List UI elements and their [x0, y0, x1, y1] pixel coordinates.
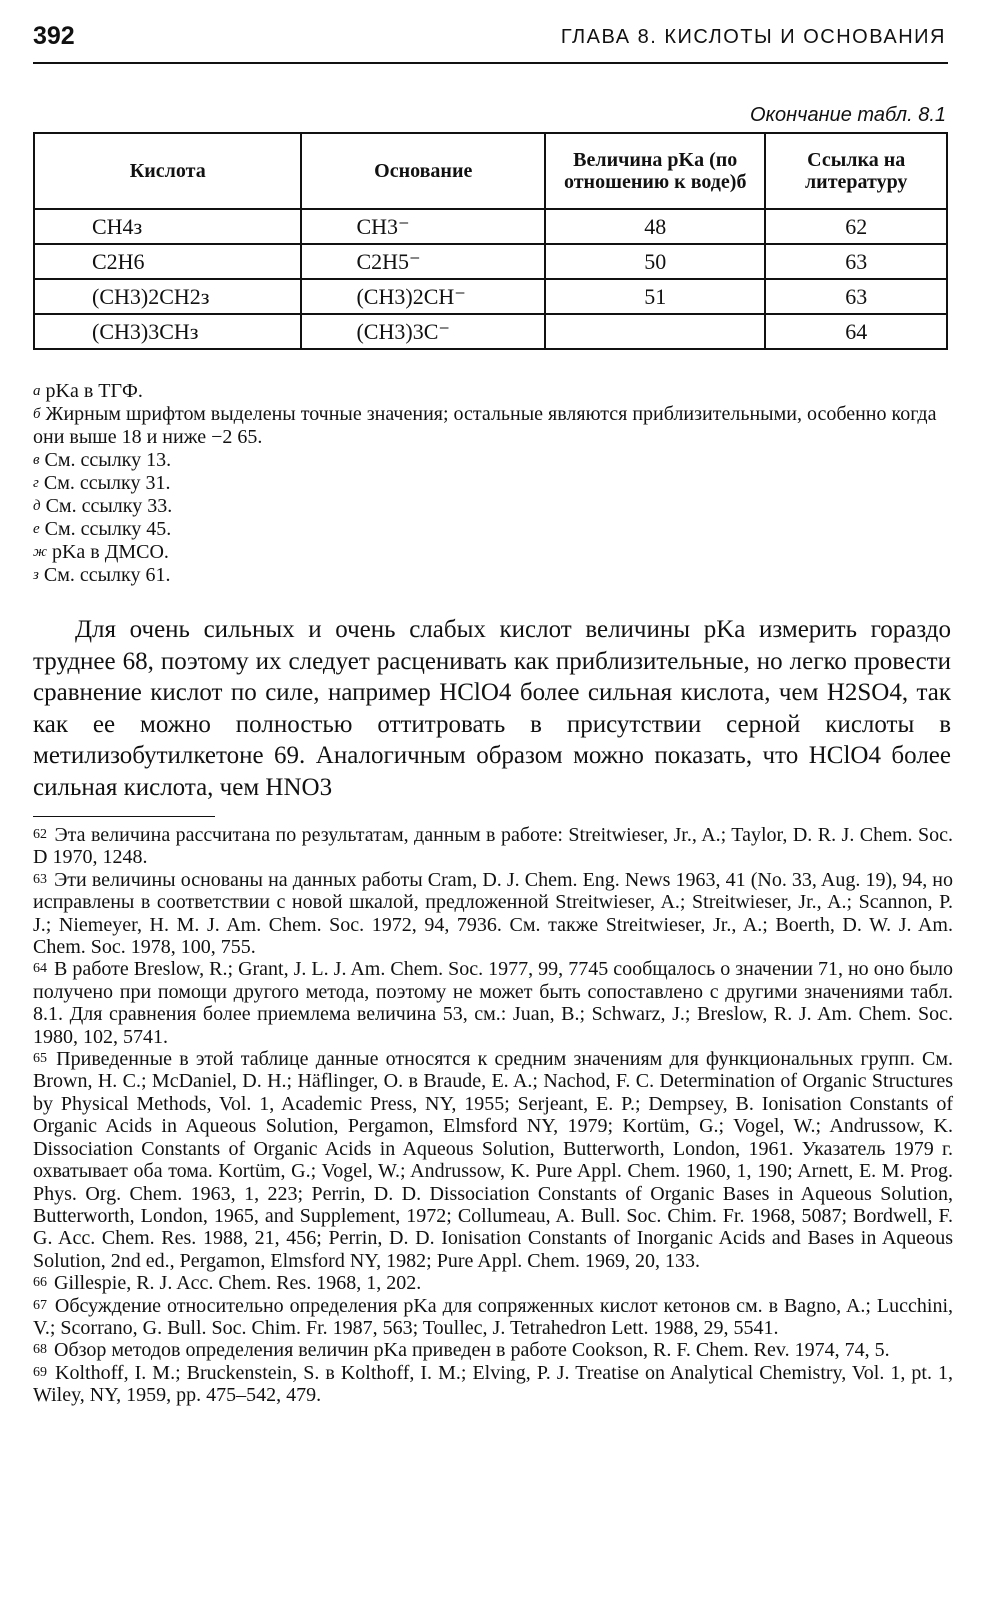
note-text: См. ссылку 31. — [43, 472, 171, 494]
footnote-number: 62 — [33, 827, 47, 842]
pka-cell — [545, 314, 765, 349]
note-mark: д — [33, 498, 41, 514]
base-cell: (CH3)2CH⁻ — [301, 279, 545, 314]
footnote-number: 68 — [33, 1342, 47, 1358]
note-mark: б — [33, 406, 41, 422]
note-mark: з — [33, 567, 39, 583]
column-header-reference: Ссылка на литературу — [765, 133, 947, 209]
note-text: pKa в ДМСО. — [51, 541, 169, 563]
reference-cell: 63 — [765, 244, 947, 279]
note-text: pKa в ТГФ. — [45, 380, 143, 402]
footnote-number: 64 — [33, 961, 47, 977]
note-mark: г — [33, 475, 39, 491]
note-text: Жирным шрифтом выделены точные значения; остальные являются приблизительными, особенно когда они выше 18 и ниже −2 65. — [33, 403, 937, 448]
footnote — [33, 1362, 953, 1407]
footnote — [33, 824, 953, 869]
note-mark: е — [33, 521, 40, 537]
footnote-text: В работе Breslow, R.; Grant, J. L. J. Am. Chem. Soc. 1977, 99, 7745 сообщалось о значении 71, но оно было получено при помощи другого метода, поэтому не может быть сопоставлено с другими значениями табл. 8.1. Для сравнения более приемлема величина 53, см.: Juan, B.; Schwarz, J.; Breslow, R. J. Am. Chem. Soc. 1980, 102, 5741. — [33, 958, 953, 1048]
pka-cell: 48 — [545, 209, 765, 244]
acid-cell: CH4з — [34, 209, 301, 244]
column-header-acid: Кислота — [34, 133, 301, 209]
footnote-rule — [33, 816, 215, 817]
footnote — [33, 869, 953, 959]
footnote-number: 65 — [33, 1051, 47, 1067]
table-note — [33, 449, 953, 472]
running-head: ГЛАВА 8. КИСЛОТЫ И ОСНОВАНИЯ — [560, 26, 946, 48]
footnote-number: 66 — [33, 1275, 47, 1291]
body-paragraph: Для очень сильных и очень слабых кислот величины pKa измерить гораздо труднее 68, поэтому их следует расценивать как приблизительные, но легко провести сравнение кислот по силе, например HClO4 более сильная кислота, чем H2SO4, так как ее можно полностью оттитровать в присутствии серной кислоты в метилизобутилкетоне 69. Аналогичным образом можно показать, что HClO4 более сильная кислота, чем HNO3 — [33, 616, 951, 801]
footnote-text: Обсуждение относительно определения pKa для сопряженных кислот кетонов см. в Bagno, A.; Lucchini, V.; Scorrano, G. Bull. Soc. Chim. Fr. 1987, 563; Toullec, J. Tetrahedron Lett. 1988, 29, 5541. — [33, 1294, 953, 1339]
page-number: 392 — [33, 22, 75, 50]
table-note — [33, 380, 953, 403]
note-text: См. ссылку 13. — [44, 449, 172, 471]
footnote — [33, 1272, 953, 1294]
footnote — [33, 1048, 953, 1272]
pka-cell: 51 — [545, 279, 765, 314]
footnotes — [33, 824, 953, 1407]
table-note — [33, 472, 953, 495]
footnote-number: 63 — [33, 871, 47, 887]
table-notes — [33, 380, 953, 587]
note-text: См. ссылку 45. — [44, 518, 172, 540]
base-cell: C2H5⁻ — [301, 244, 545, 279]
pka-cell: 50 — [545, 244, 765, 279]
note-mark: в — [33, 452, 40, 468]
footnote-number: 67 — [33, 1297, 47, 1313]
footnote-text: Kolthoff, I. M.; Bruckenstein, S. в Kolthoff, I. M.; Elving, P. J. Treatise on Analytical Chemistry, Vol. 1, pt. 1, Wiley, NY, 1959, pp. 475–542, 479. — [33, 1361, 954, 1407]
note-mark: ж — [33, 544, 47, 560]
base-cell: CH3⁻ — [301, 209, 545, 244]
note-text: См. ссылку 33. — [45, 495, 173, 517]
footnote-text: Gillespie, R. J. Acc. Chem. Res. 1968, 1, 202. — [54, 1272, 422, 1295]
table-note — [33, 518, 953, 541]
footnote-number: 69 — [33, 1364, 47, 1380]
column-header-pka: Величина pKa (по отношению к воде)б — [545, 133, 765, 209]
reference-cell: 62 — [765, 209, 947, 244]
table-caption: Окончание табл. 8.1 — [750, 104, 946, 126]
table-note — [33, 403, 953, 449]
acid-cell: (CH3)3CHз — [34, 314, 301, 349]
base-cell: (CH3)3C⁻ — [301, 314, 545, 349]
reference-cell: 63 — [765, 279, 947, 314]
table-row — [34, 314, 947, 349]
table-row — [34, 279, 947, 314]
footnote — [33, 1339, 953, 1361]
footnote — [33, 958, 953, 1048]
header-rule — [33, 62, 948, 64]
column-header-base: Основание — [301, 133, 545, 209]
footnote-text: Эта величина рассчитана по результатам, данным в работе: Streitwieser, Jr., A.; Taylor, D. R. J. Chem. Soc. D 1970, 1248. — [33, 824, 953, 869]
data-table — [33, 132, 948, 350]
acid-cell: C2H6 — [34, 244, 301, 279]
table-note — [33, 564, 953, 587]
table-row — [34, 244, 947, 279]
table-row — [34, 209, 947, 244]
table-note — [33, 495, 953, 518]
note-mark: а — [33, 383, 41, 399]
footnote-text: Приведенные в этой таблице данные относятся к средним значениям для функциональных групп. См. Brown, H. C.; McDaniel, D. H.; Häflinger, O. в Braude, E. A.; Nachod, F. C. Determination of Organic Structures by Physical Methods, Vol. 1, Academic Press, NY, 1955; Serjeant, E. P.; Dempsey, B. Ionisation Constants of Organic Acids in Aqueous Solution, Pergamon, Elmsford NY, 1979; Kortüm, G.; Vogel, W.; Andrussow, K. Dissociation Constants of Organic Acids in Aqueous Solution, Butterworth, London, 1961. Указатель 1979 г. охватывает оба тома. Kortüm, G.; Vogel, W.; Andrussow, K. Pure Appl. Chem. 1960, 1, 190; Arnett, E. M. Prog. Phys. Org. Chem. 1963, 1, 223; Perrin, D. D. Dissociation Constants of Organic Bases in Aqueous Solution, Butterworth, London, 1965, and Supplement, 1972; Collumeau, A. Bull. Soc. Chim. Fr. 1968, 5087; Bordwell, F. G. Acc. Chem. Res. 1988, 21, 456; Perrin, D. D. Ionisation Constants of Inorganic Acids and Bases in Aqueous Solution, 2nd ed., Pergamon, Elmsford NY, 1982; Pure Appl. Chem. 1969, 20, 133. — [33, 1048, 953, 1272]
reference-cell: 64 — [765, 314, 947, 349]
table-header-row — [34, 133, 947, 209]
footnote-text: Обзор методов определения величин pKa приведен в работе Cookson, R. F. Chem. Rev. 1974, 74, 5. — [54, 1339, 890, 1362]
note-text: См. ссылку 61. — [43, 564, 171, 586]
footnote — [33, 1295, 953, 1340]
footnote-text: Эти величины основаны на данных работы Cram, D. J. Chem. Eng. News 1963, 41 (No. 33, Aug. 19), 94, но исправлены в соответствии с новой шкалой, предложенной Streitwieser, A.; Streitwieser, Jr., A.; Scannon, P. J.; Niemeyer, H. M. J. Am. Chem. Soc. 1972, 94, 7936. См. также Streitwieser, Jr., A.; Boerth, D. W. J. Am. Chem. Soc. 1978, 100, 755. — [33, 868, 953, 959]
table-note — [33, 541, 953, 564]
acid-cell: (CH3)2CH2з — [34, 279, 301, 314]
